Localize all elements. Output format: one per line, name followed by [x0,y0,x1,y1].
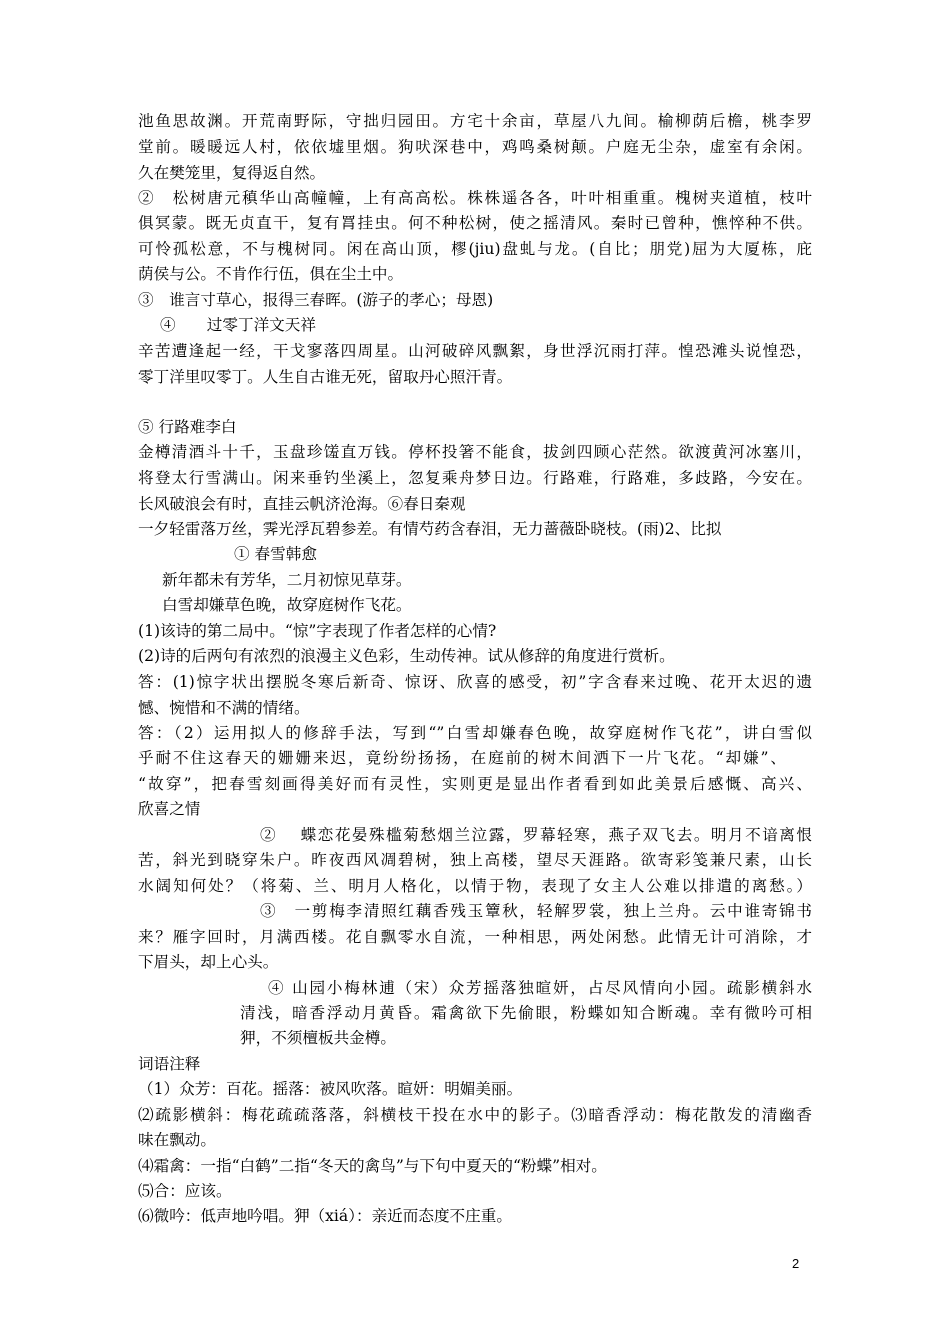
text-line: 来？雁字回时，月满西楼。花自飘零水自流，一种相思，两处闲愁。此情无计可消除，才 [138,928,812,946]
text-line: 词语注释 [138,1055,201,1073]
text-line: 金樽清酒斗十千，玉盘珍馐直万钱。停杯投箸不能食，拔剑四顾心茫然。欲渡黄河冰塞川， [138,443,812,461]
text-line: (1)该诗的第二局中。“惊”字表现了作者怎样的心情? [138,622,497,640]
text-line: 狎，不须檀板共金樽。 [240,1029,396,1047]
text-line: ⑸合：应该。 [138,1182,232,1200]
text-line: 俱冥蒙。既无贞直干，复有罥挂虫。何不种松树，使之摇清风。秦时已曾种，憔悴种不供。 [138,214,812,232]
text-line: 白雪却嫌草色晚，故穿庭树作飞花。 [162,596,412,614]
text-line: ④ 山园小梅林逋（宋）众芳摇落独暄妍，占尽风情向小园。疏影横斜水 [268,979,812,997]
text-line: 长风破浪会有时，直挂云帆济沧海。⑥春日秦观 [138,495,466,513]
text-line: ⑤ 行路难李白 [138,418,237,436]
text-line: 苦，斜光到晓穿朱户。昨夜西风凋碧树，独上高楼，望尽天涯路。欲寄彩笺兼尺素，山长 [138,851,812,869]
text-line: ② 蝶恋花晏殊槛菊愁烟兰泣露，罗幕轻寒，燕子双飞去。明月不谙离恨 [260,826,812,844]
text-line: ⑹微吟：低声地吟唱。狎（xiá）：亲近而态度不庄重。 [138,1207,512,1225]
text-line: 清浅，暗香浮动月黄昏。霜禽欲下先偷眼，粉蝶如知合断魂。幸有微吟可相 [240,1004,812,1022]
text-line: 答：（2）运用拟人的修辞手法，写到“”白雪却嫌春色晚，故穿庭树作飞花”，讲白雪似 [138,724,812,742]
text-line: ③ 谁言寸草心，报得三春晖。(游子的孝心；母恩) [138,291,494,309]
text-line: 零丁洋里叹零丁。人生自古谁无死，留取丹心照汗青。 [138,368,513,386]
text-line: (2)诗的后两句有浓烈的浪漫主义色彩，生动传神。试从修辞的角度进行赏析。 [138,647,675,665]
text-line: 乎耐不住这春天的姗姗来迟，竟纷纷扬扬，在庭前的树木间洒下一片飞花。“却嫌”、 [138,749,786,767]
text-line: 辛苦遭逢起一经，干戈寥落四周星。山河破碎风飘絮，身世浮沉雨打萍。惶恐滩头说惶恐， [138,342,812,360]
text-line: 味在飘动。 [138,1131,216,1149]
text-line: 可怜孤松意，不与槐树同。闲在高山顶，樛(jiu)盘虬与龙。(自比；朋党)屈为大厦栋，庇 [138,240,812,258]
text-line: 下眉头，却上心头。 [138,953,279,971]
text-line: ⑷霜禽：一指“白鹤”二指“冬天的禽鸟”与下句中夏天的“粉蝶”相对。 [138,1157,607,1175]
page-number: 2 [792,1256,800,1271]
text-line: ② 松树唐元稹华山高幢幢，上有高高松。株株遥各各，叶叶相重重。槐树夹道植，枝叶 [138,189,812,207]
text-line: 答：(1)惊字状出摆脱冬寒后新奇、惊讶、欣喜的感受，初”字含春来过晚、花开太迟的遗 [138,673,812,691]
text-line: 堂前。暖暖远人村，依依墟里烟。狗吠深巷中，鸡鸣桑树颠。户庭无尘杂，虚室有余闲。 [138,138,812,156]
text-line: 荫侯与公。不肯作行伍，俱在尘土中。 [138,265,404,283]
text-line: 新年都未有芳华，二月初惊见草芽。 [162,571,412,589]
text-line: ⑵疏影横斜：梅花疏疏落落，斜横枝干投在水中的影子。⑶暗香浮动：梅花散发的清幽香 [138,1106,812,1124]
text-line: 久在樊笼里，复得返自然。 [138,164,326,182]
text-line: 水阔知何处？（将菊、兰、明月人格化，以情于物，表现了女主人公难以排遣的离愁。） [138,877,812,895]
text-line: 欣喜之情 [138,800,201,818]
text-line: （1）众芳：百花。摇落：被风吹落。暄妍：明媚美丽。 [138,1080,523,1098]
text-line: 一夕轻雷落万丝，霁光浮瓦碧参差。有情芍药含春泪，无力蔷薇卧晓枝。(雨)2、比拟 [138,520,722,538]
text-line: ④ 过零丁洋文天祥 [160,316,316,334]
text-line: ① 春雪韩愈 [234,545,317,563]
text-line: 池鱼思故渊。开荒南野际，守拙归园田。方宅十余亩，草屋八九间。榆柳荫后檐，桃李罗 [138,112,812,130]
text-line: 憾、惋惜和不满的情绪。 [138,699,310,717]
text-line: ③ 一剪梅李清照红藕香残玉簟秋，轻解罗裳，独上兰舟。云中谁寄锦书 [260,902,812,920]
text-line: 将登太行雪满山。闲来垂钓坐溪上，忽复乘舟梦日边。行路难，行路难，多歧路，今安在。 [138,469,812,487]
text-line: “故穿”，把春雪刻画得美好而有灵性，实则更是显出作者看到如此美景后感慨、高兴、 [138,775,812,793]
